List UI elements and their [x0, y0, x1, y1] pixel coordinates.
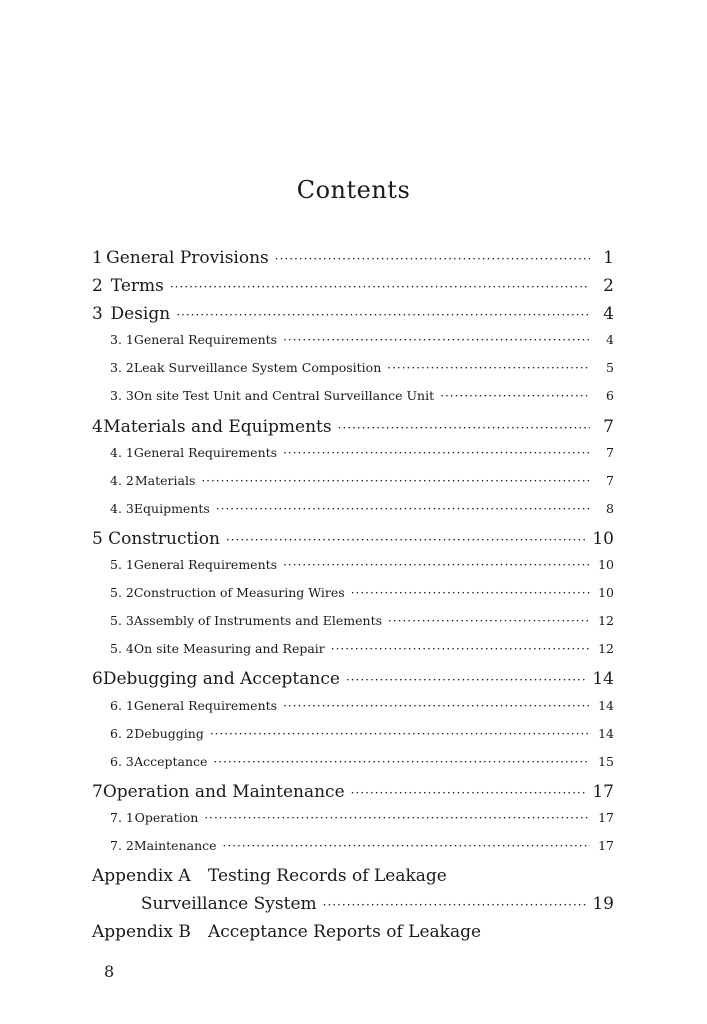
toc-entry[interactable] — [92, 726, 614, 754]
appendix-b-title-line1: Acceptance Reports of Leakage — [208, 922, 482, 942]
toc-entry-number: 4. 3 — [110, 500, 134, 516]
toc-entry[interactable] — [92, 669, 614, 697]
toc-leader-dots — [331, 642, 590, 656]
appendix-a-title-line2: Surveillance System — [140, 894, 317, 914]
toc-leader-dots — [275, 252, 590, 266]
toc-entry[interactable] — [92, 613, 614, 641]
toc-entry-number: 6. 3 — [110, 753, 134, 769]
toc-entry-page: 5 — [606, 360, 614, 376]
toc-entry-page: 10 — [592, 528, 614, 549]
toc-entry-number: 4. 2 — [110, 472, 134, 488]
page-title: Contents — [296, 176, 411, 204]
toc-entry[interactable] — [92, 782, 614, 810]
toc-entry-number: 5. 3 — [110, 613, 134, 629]
toc-leader-dots — [223, 839, 590, 853]
toc-leader-dots — [440, 389, 590, 403]
toc-entry-label: Terms — [110, 276, 164, 297]
toc-entry[interactable] — [92, 276, 614, 304]
toc-entry-label: On site Test Unit and Central Surveillance Unit — [133, 388, 435, 404]
toc-entry-label: Design — [110, 304, 171, 325]
toc-entry-page: 14 — [598, 697, 614, 713]
toc-entry-label: On site Measuring and Repair — [133, 641, 325, 657]
toc-entry-number: 6. 1 — [110, 697, 134, 713]
toc-entry[interactable] — [92, 473, 614, 501]
toc-entry-label: Materials and Equipments — [103, 416, 332, 437]
toc-entry-label: Assembly of Instruments and Elements — [133, 613, 383, 629]
toc-entry-page: 10 — [598, 557, 614, 573]
toc-entry-page: 7 — [606, 472, 614, 488]
toc-leader-dots — [388, 614, 590, 628]
toc-entry[interactable] — [92, 445, 614, 473]
toc-leader-dots — [170, 280, 590, 294]
toc-leader-dots — [213, 755, 590, 769]
toc-entry-label: Operation — [134, 809, 199, 825]
toc-entry-page: 2 — [603, 276, 614, 297]
toc-entry-page: 17 — [592, 781, 614, 802]
toc-entry-page: 10 — [598, 585, 614, 601]
toc-leader-dots — [216, 502, 590, 516]
toc-leader-dots — [176, 308, 590, 322]
toc-leader-dots — [283, 558, 590, 572]
toc-entry[interactable] — [92, 417, 614, 445]
toc-leader-dots — [351, 786, 587, 800]
toc-entry-label: Equipments — [133, 500, 210, 516]
toc-entry[interactable] — [92, 641, 614, 669]
toc-entry-number: 3. 1 — [110, 332, 134, 348]
toc-entry-number: 7. 1 — [110, 809, 134, 825]
toc-entry-page: 4 — [606, 332, 614, 348]
toc-entry-page: 14 — [592, 669, 614, 690]
toc-entry[interactable] — [92, 360, 614, 388]
table-of-contents — [92, 248, 614, 866]
appendix-a-title-line1: Testing Records of Leakage — [208, 866, 447, 886]
toc-leader-dots — [323, 898, 587, 912]
toc-entry-label: Acceptance — [134, 753, 208, 769]
toc-entry-label: Materials — [134, 472, 196, 488]
toc-entry-page: 4 — [603, 304, 614, 325]
toc-entry[interactable] — [92, 585, 614, 613]
toc-leader-dots — [204, 811, 590, 825]
toc-entry[interactable] — [92, 698, 614, 726]
toc-leader-dots — [387, 361, 590, 375]
toc-entry-number: 3 — [92, 304, 103, 325]
toc-entry-page: 17 — [598, 837, 614, 853]
toc-entry-page: 12 — [598, 613, 614, 629]
toc-entry-number: 6. 2 — [110, 725, 134, 741]
toc-entry-label: Maintenance — [133, 837, 217, 853]
toc-entry-page: 14 — [598, 725, 614, 741]
appendix-b-prefix: Appendix B — [92, 922, 191, 942]
toc-entry-number: 4. 1 — [110, 444, 134, 460]
toc-entry-label: Construction of Measuring Wires — [133, 585, 345, 601]
toc-entry[interactable] — [92, 529, 614, 557]
toc-entry-page: 7 — [606, 444, 614, 460]
toc-entry-label: Construction — [108, 528, 220, 549]
toc-entry-number: 5. 4 — [110, 641, 134, 657]
appendix-b-entry[interactable] — [92, 922, 614, 950]
toc-leader-dots — [226, 533, 586, 547]
toc-entry-number: 1 — [92, 248, 103, 268]
toc-entry-page: 17 — [598, 809, 614, 825]
toc-entry[interactable] — [92, 501, 614, 529]
toc-leader-dots — [201, 474, 590, 488]
toc-entry-page: 7 — [603, 416, 614, 437]
toc-entry[interactable] — [92, 388, 614, 416]
toc-entry-label: Operation and Maintenance — [102, 781, 345, 802]
appendix-a-page: 19 — [592, 894, 614, 914]
toc-entry-page: 1 — [603, 248, 614, 268]
toc-entry-label: General Provisions — [106, 248, 269, 268]
toc-entry-label: General Requirements — [133, 697, 278, 713]
toc-leader-dots — [283, 699, 590, 713]
toc-entry[interactable] — [92, 557, 614, 585]
toc-entry[interactable] — [92, 754, 614, 782]
toc-leader-dots — [210, 727, 590, 741]
toc-entry[interactable] — [92, 810, 614, 838]
toc-entry-number: 7. 2 — [110, 837, 134, 853]
toc-entry[interactable] — [92, 332, 614, 360]
toc-entry[interactable] — [92, 304, 614, 332]
toc-leader-dots — [351, 586, 590, 600]
toc-entry-label: Leak Surveillance System Composition — [133, 360, 382, 376]
toc-entry-number: 3. 2 — [110, 360, 134, 376]
toc-entry-page: 15 — [598, 753, 614, 769]
toc-leader-dots — [338, 421, 590, 435]
toc-entry-page: 12 — [598, 641, 614, 657]
toc-entry[interactable] — [92, 838, 614, 866]
toc-entry-label: Debugging and Acceptance — [102, 669, 340, 690]
toc-entry-page: 6 — [606, 388, 614, 404]
toc-entry-number: 7 — [92, 781, 103, 802]
toc-entry-number: 2 — [92, 276, 103, 297]
appendix-a-entry[interactable] — [92, 866, 614, 922]
toc-leader-dots — [283, 446, 590, 460]
toc-entry-number: 3. 3 — [110, 388, 134, 404]
toc-entry-number: 4 — [92, 416, 103, 437]
toc-entry-label: General Requirements — [133, 557, 278, 573]
footer-page-number: 8 — [104, 962, 115, 981]
toc-leader-dots — [346, 673, 586, 687]
toc-entry-label: Debugging — [134, 725, 204, 741]
toc-entry[interactable] — [92, 248, 614, 276]
appendix-a-prefix: Appendix A — [92, 866, 191, 886]
toc-entry-label: General Requirements — [133, 444, 278, 460]
toc-entry-number: 6 — [92, 669, 103, 690]
toc-entry-number: 5. 2 — [110, 585, 134, 601]
toc-entry-number: 5. 1 — [110, 557, 134, 573]
toc-leader-dots — [283, 333, 590, 347]
toc-entry-label: General Requirements — [133, 332, 278, 348]
toc-entry-number: 5 — [92, 528, 103, 549]
toc-entry-page: 8 — [606, 500, 614, 516]
